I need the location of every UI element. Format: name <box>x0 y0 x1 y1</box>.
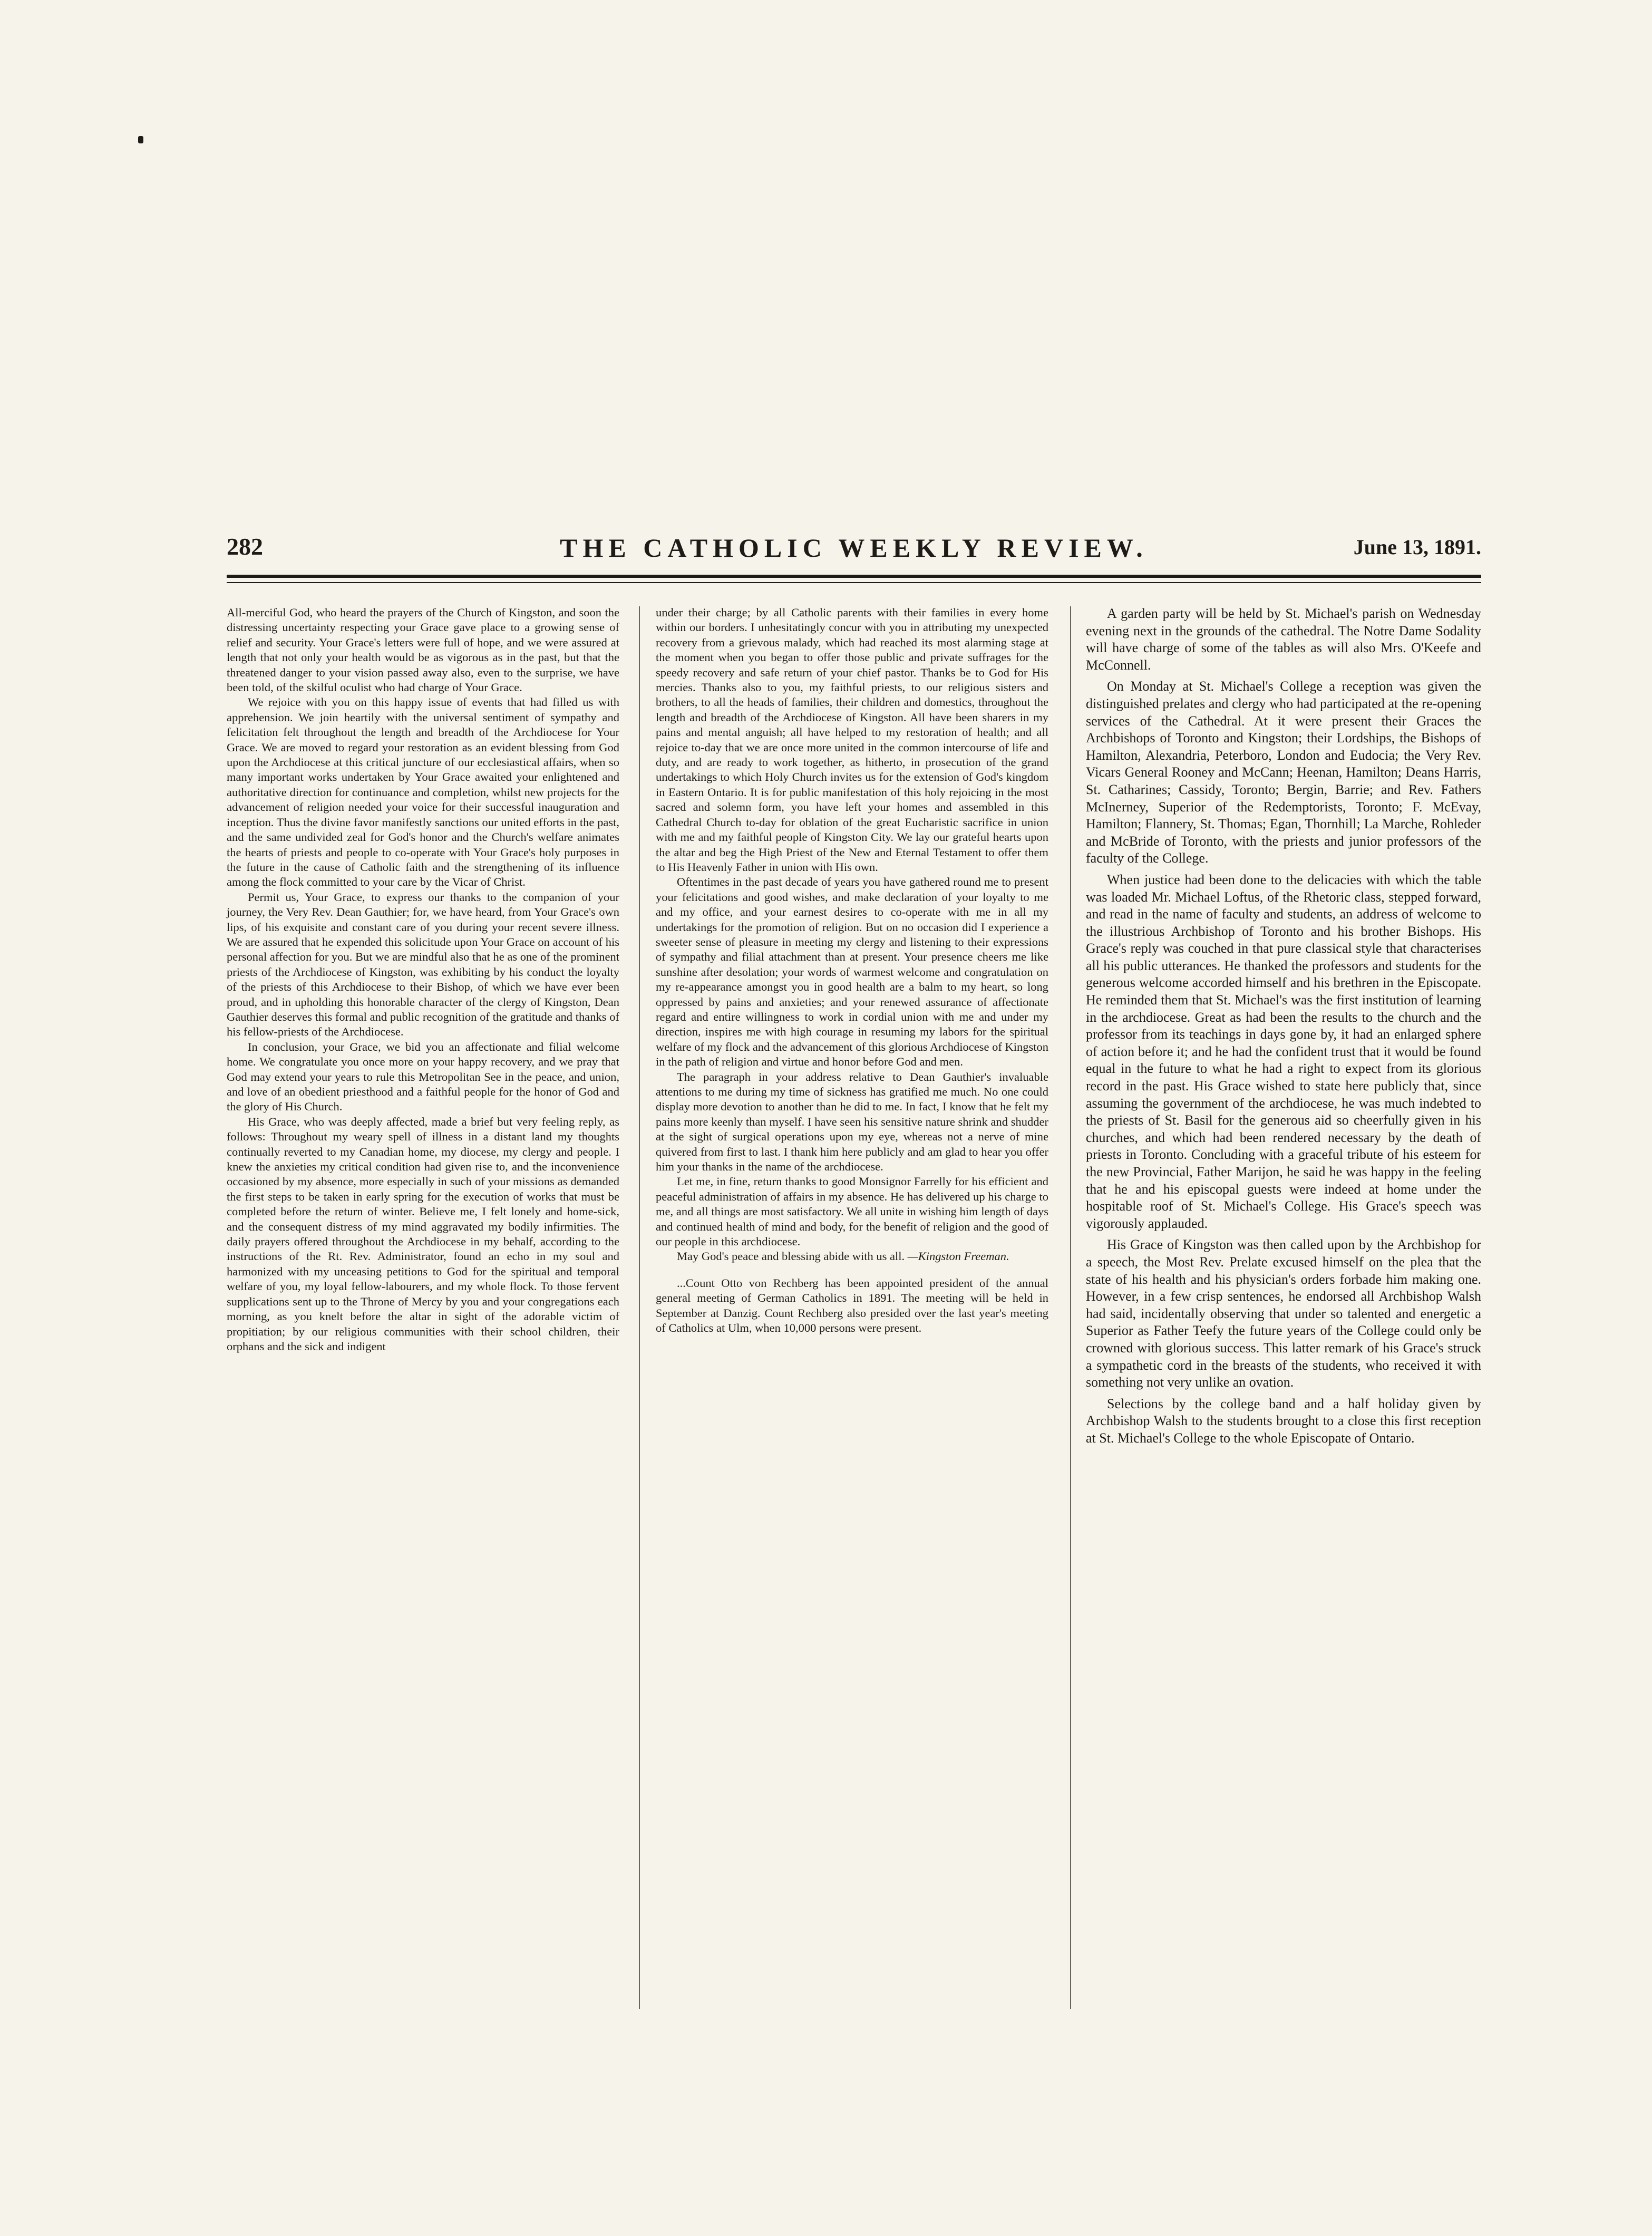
column-divider-1 <box>639 606 640 2009</box>
paragraph: His Grace of Kingston was then called upon by the Archbishop for a speech, the Most Rev. Prelate excused himself on the plea that the state of his health and his physician's orders forbade him making one. However, in a few crisp sentences, he endorsed all Archbishop Walsh had said, incidentally observing that under so talented and energetic a Superior as Father Teefy the future years of the College could only be crowned with glorious success. This latter remark of his Grace's struck a sympathetic cord in the breasts of the students, who received it with something not very unlike an ovation. <box>1086 1237 1481 1390</box>
paragraph: Permit us, Your Grace, to express our thanks to the companion of your journey, the Very Rev. Dean Gauthier; for, we have heard, from Your Grace's own lips, of his exquisite and constant care of you during your recent severe illness. We are assured that he expended this solicitude upon Your Grace on account of his personal affection for you. But we are mindful also that he as one of the prominent priests of the Archdiocese of Kingston, was exhibiting by his conduct the loyalty of the priests of this Archdiocese to their Bishop, of which we have ever been proud, and in upholding this honorable character of the clergy of Kingston, Dean Gauthier deserves this formal and public recognition of the gratitude and thanks of his fellow-priests of the Archdiocese. <box>227 890 619 1039</box>
header-rule-thick <box>227 575 1481 578</box>
ink-speck <box>138 136 143 143</box>
source-credit: —Kingston Freeman. <box>907 1250 1009 1263</box>
paragraph: Selections by the college band and a half holiday given by Archbishop Walsh to the students brought to a close this first reception at St. Michael's College to the whole Episcopate of Ontario. <box>1086 1396 1481 1446</box>
paragraph <box>656 1249 1048 1264</box>
paragraph: On Monday at St. Michael's College a reception was given the distinguished prelates and clergy who had participated at the re-opening services of the Cathedral. At it were present their Graces the Archbishops of Toronto and Kingston; their Lordships, the Bishops of Hamilton, Alexandria, Peterboro, London and Eudocia; the Very Rev. Vicars General Rooney and McCann; Heenan, Hamilton; Deans Harris, St. Catharines; Cassidy, Toronto; Bergin, Barrie; and Rev. Fathers McInerney, Superior of the Redemptorists, Toronto; F. McEvay, Hamilton; Flannery, St. Thomas; Egan, Thornhill; La Marche, Rohleder and McBride of Toronto, with the priests and junior professors of the faculty of the College. <box>1086 679 1481 866</box>
paragraph: under their charge; by all Catholic parents with their families in every home within our borders. I unhesitatingly concur with you in attributing my unexpected recovery from a grievous malady, which had reached its most alarming stage at the moment when you began to offer those public and private suffrages for the speedy recovery and safe return of your chief pastor. Thanks be to God for His mercies. Thanks also to you, my faithful priests, to our religious sisters and brothers, to all the heads of families, their children and domestics, throughout the length and breadth of the Archdiocese of Kingston. All have been sharers in my pains and mental anguish; all have helped to my restoration of health; and all rejoice to-day that we are once more united in the common intercourse of life and duty, and are ready to work together, as hitherto, in prosecution of the grand undertakings to which Holy Church invites us for the extension of God's kingdom in Eastern Ontario. It is for public manifestation of this holy rejoicing in the most sacred and solemn form, you have left your homes and assembled in this Cathedral Church to-day for oblation of the great Eucharistic sacrifice in union with me and my faithful people of Kingston City. We lay our grateful hearts upon the altar and beg the High Priest of the New and Eternal Testament to offer them to His Heavenly Father in union with His own. <box>656 606 1048 874</box>
paragraph: In conclusion, your Grace, we bid you an affectionate and filial welcome home. We congratulate you once more on your happy recovery, and we pray that God may extend your years to rule this Metropolitan See in the peace, and union, and love of an obedient priesthood and a faithful people for the honor of God and the glory of His Church. <box>227 1040 619 1114</box>
column-1 <box>227 605 619 1354</box>
news-item: ...Count Otto von Rechberg has been appointed president of the annual general meeting of German Catholics in 1891. The meeting will be held in September at Danzig. Count Rechberg also presided over the last year's meeting of Catholics at Ulm, when 10,000 persons were present. <box>656 1276 1048 1335</box>
paragraph: The paragraph in your address relative to Dean Gauthier's invaluable attentions to me during my time of sickness has gratified me much. No one could display more devotion to another than he did to me. In fact, I know that he felt my pains more keenly than myself. I have seen his sensitive nature shrink and shudder at the sight of surgical operations upon my eye, whereas not a nerve of mine quivered from first to last. I thank him here publicly and am glad to hear you offer him your thanks in the name of the archdiocese. <box>656 1070 1048 1174</box>
paragraph: When justice had been done to the delicacies with which the table was loaded Mr. Michael Loftus, of the Rhetoric class, stepped forward, and read in the name of faculty and students, an address of welcome to the illustrious Archbishop of Toronto and his brother Bishops. His Grace's reply was couched in that pure classical style that characterises all his public utterances. He thanked the professors and students for the generous welcome accorded himself and his brethren in the Episcopate. He reminded them that St. Michael's was the first institution of learning in the archdiocese. Great as had been the results to the church and the professor from its teachings in days gone by, it had an enlarged sphere of action before it; and he had the confident trust that it would be found equal in the future to what he had a right to expect from its glorious record in the past. His Grace wished to state here publicly that, since assuming the government of the archdiocese, he was much indebted to the priests of St. Basil for the generous aid so cheerfully given in his churches, and which had been rendered necessary by the death of priests in Toronto. Concluding with a graceful tribute of his esteem for the new Provincial, Father Marijon, he said he was happy in the feeling that he and his episcopal guests were indeed at home under the hospitable roof of St. Michael's College. His Grace's speech was vigorously applauded. <box>1086 872 1481 1231</box>
paragraph: All-merciful God, who heard the prayers of the Church of Kingston, and soon the distressing uncertainty respecting your Grace gave place to a growing sense of relief and security. Your Grace's letters were full of hope, and we were assured at length that not only your health would be as vigorous as in the past, but that the threatened danger to your vision passed away also, even to the surprise, we have been told, of the skilful oculist who had charge of Your Grace. <box>227 606 619 694</box>
paragraph: A garden party will be held by St. Michael's parish on Wednesday evening next in the grounds of the cathedral. The Notre Dame Sodality will have charge of some of the tables as will also Mrs. O'Keefe and McConnell. <box>1086 606 1481 673</box>
paragraph: Let me, in fine, return thanks to good Monsignor Farrelly for his efficient and peaceful administration of affairs in my absence. He has delivered up his charge to me, and all things are most satisfactory. We all unite in wishing him length of days and continued health of mind and body, for the benefit of religion and the good of our people in this archdiocese. <box>656 1175 1048 1248</box>
column-2 <box>656 605 1048 1336</box>
column-3 <box>1086 605 1481 1447</box>
paragraph: Oftentimes in the past decade of years you have gathered round me to present your felicitations and good wishes, and make declaration of your loyalty to me and my office, and your earnest desires to co-operate with me in all my undertakings for the promotion of religion. But on no occasion did I experience a sweeter sense of pleasure in meeting my clergy and listening to their expressions of sympathy and filial attachment than at present. Your presence cheers me like sunshine after desolation; your words of warmest welcome and congratulation on my re-appearance amongst you in good health are a balm to my heart, so long oppressed by pains and anxieties; and your renewed assurance of affectionate regard and entire willingness to work in cordial union with me and under my direction, inspires me with high courage in resuming my labors for the spiritual welfare of my flock and the advancement of this glorious Archdiocese of Kingston in the path of religion and virtue and honor before God and men. <box>656 875 1048 1069</box>
closing-blessing: May God's peace and blessing abide with us all. <box>677 1250 905 1263</box>
page-number: 282 <box>227 533 263 560</box>
paragraph: We rejoice with you on this happy issue of events that had filled us with apprehension. We join heartily with the universal sentiment of sympathy and felicitation felt throughout the length and breadth of the Archdiocese for Your Grace. We are moved to regard your restoration as an evident blessing from God upon the Archdiocese at this critical juncture of our ecclesiastical affairs, when so many important works undertaken by Your Grace awaited your enlightened and authoritative direction for continuance and completion, whilst new projects for the advancement of religion needed your voice for their successful inauguration and inception. Thus the divine favor manifestly sanctions our united efforts in the past, and the same undivided zeal for God's honor and the Church's welfare animates the hearts of priests and people to co-operate with Your Grace's holy purposes in the future in the cause of Catholic faith and the strengthening of its influence among the flock committed to your care by the Vicar of Christ. <box>227 695 619 889</box>
page-header <box>227 533 1481 569</box>
column-divider-2 <box>1070 606 1071 2009</box>
header-rule-thin <box>227 582 1481 583</box>
paragraph: His Grace, who was deeply affected, made a brief but very feeling reply, as follows: Throughout my weary spell of illness in a distant land my thoughts continually reverted to my Canadian home, my diocese, my clergy and people. I knew the anxieties my critical condition had given rise to, and the inconvenience occasioned by my absence, more especially in such of your missions as demanded the first steps to be taken in early spring for the execution of works that must be completed before the return of winter. Believe me, I felt lonely and home-sick, and the consequent distress of my mind aggravated my bodily infirmities. The daily prayers offered throughout the Archdiocese in my behalf, according to the instructions of the Rt. Rev. Administrator, found an echo in my soul and harmonized with my unceasing petitions to God for the spiritual and temporal welfare of you, my loyal fellow-labourers, and my whole flock. To those fervent supplications sent up to the Throne of Mercy by you and your congregations each morning, as you knelt before the altar in sight of the adorable victim of propitiation; by our religious communities with their school children, their orphans and the sick and indigent <box>227 1115 619 1353</box>
spacer <box>656 1264 1048 1276</box>
masthead-title: THE CATHOLIC WEEKLY REVIEW. <box>560 533 1148 563</box>
issue-date: June 13, 1891. <box>1353 535 1481 559</box>
